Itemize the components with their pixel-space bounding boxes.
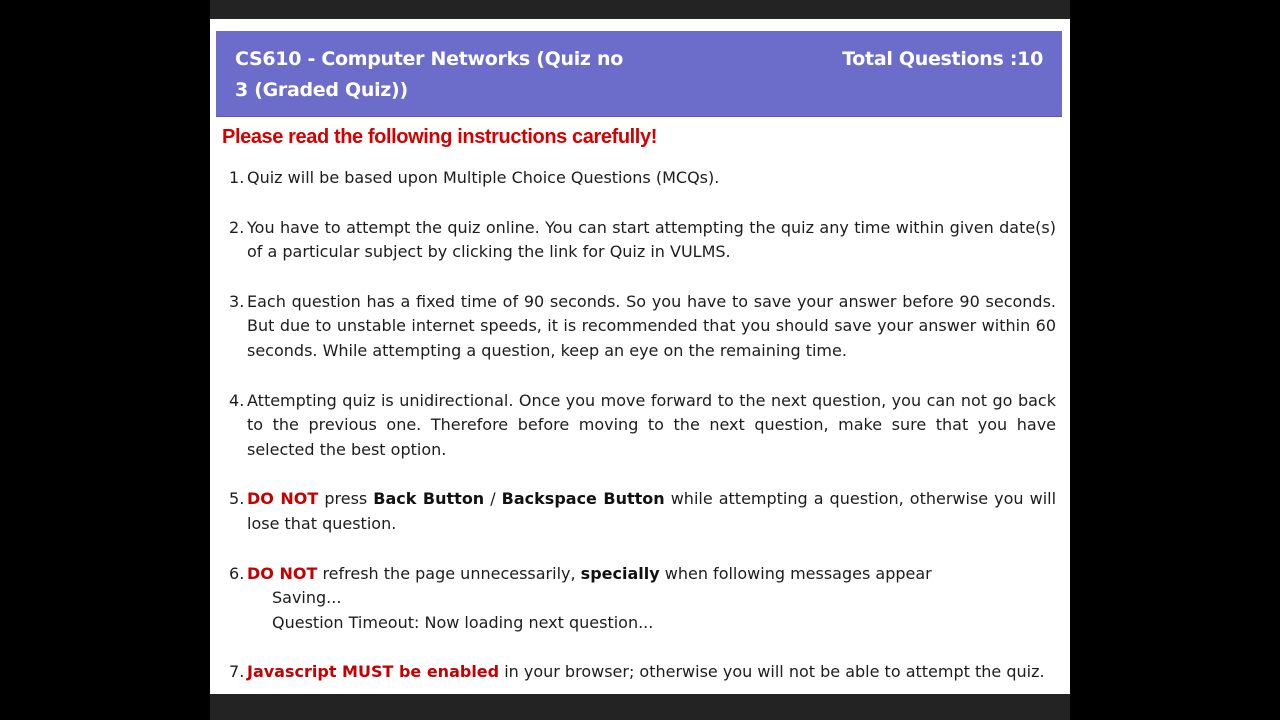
- video-top-bar: [210, 0, 1070, 19]
- quiz-instructions-page: [210, 19, 1070, 694]
- instruction-text: Each question has a fixed time of 90 seconds. So you have to save your answer before 90 seconds. But due to unstable internet speeds, it is recommended that you should save your answer within 60 seconds. While attempting a question, keep an eye on the remaining time.: [247, 291, 1056, 360]
- total-questions: Total Questions :10: [842, 48, 1043, 70]
- instruction-item-6: [247, 562, 1056, 636]
- instructions-heading: Please read the following instructions carefully!: [222, 126, 657, 148]
- instruction-item-7: [247, 660, 1056, 685]
- instruction-text: when following messages appear: [659, 563, 932, 583]
- instruction-text: in your browser; otherwise you will not be able to attempt the quiz.: [499, 662, 1045, 682]
- backspace-button-label: Backspace Button: [501, 489, 665, 509]
- do-not-warning: DO NOT: [247, 563, 318, 583]
- instruction-text: Quiz will be based upon Multiple Choice Questions (MCQs).: [247, 168, 720, 187]
- quiz-title: CS610 - Computer Networks (Quiz no 3 (Graded Quiz)): [235, 48, 623, 101]
- saving-message: Saving...: [272, 588, 342, 608]
- instruction-text: refresh the page unnecessarily,: [317, 563, 581, 583]
- instruction-item-1: [247, 166, 1056, 191]
- instruction-item-4: [247, 389, 1056, 463]
- do-not-warning: DO NOT: [247, 489, 319, 509]
- quiz-header: [216, 31, 1062, 117]
- instruction-text: while attempting a question, otherwise you will lose that question.: [247, 489, 1057, 533]
- timeout-message: Question Timeout: Now loading next question...: [272, 612, 654, 632]
- back-button-label: Back Button: [373, 489, 485, 509]
- video-bottom-bar: [210, 694, 1070, 720]
- separator: /: [484, 489, 502, 509]
- javascript-warning: Javascript MUST be enabled: [247, 662, 500, 682]
- instructions-list: [210, 166, 1056, 694]
- instruction-item-3: [247, 290, 1056, 364]
- instruction-text: Attempting quiz is unidirectional. Once you move forward to the next question, you can not go back to the previous one. Therefore before moving to the next question, make sure that you have selected the best option.: [247, 390, 1056, 459]
- instruction-text: You have to attempt the quiz online. You can start attempting the quiz any time within given date(s) of a particular subject by clicking the link for Quiz in VULMS.: [247, 217, 1056, 262]
- instruction-item-2: [247, 216, 1056, 265]
- instruction-item-5: [247, 487, 1056, 536]
- specially-emphasis: specially: [580, 563, 660, 583]
- instruction-text: press: [318, 489, 374, 509]
